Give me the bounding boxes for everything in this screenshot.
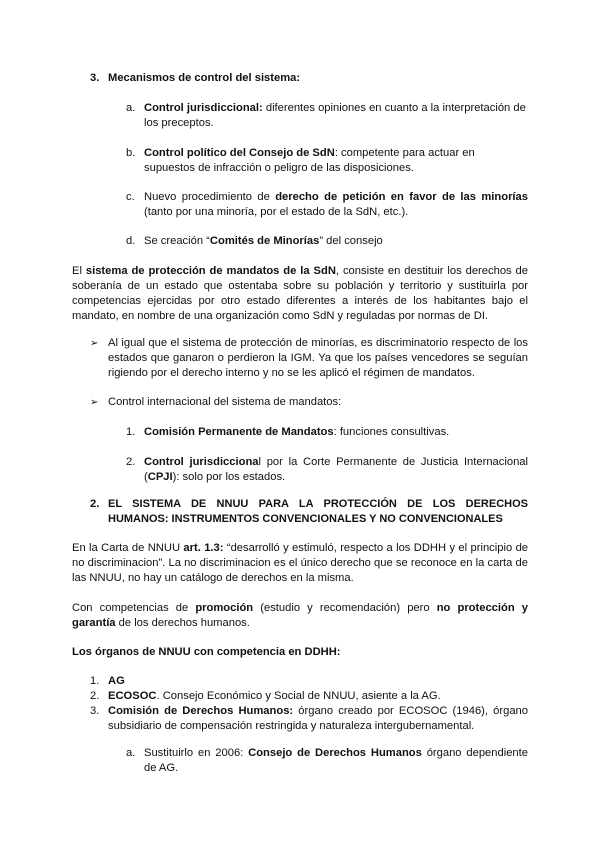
list-item-comision-permanente: Comisión Permanente de Mandatos: funciones consultivas.	[144, 426, 450, 438]
section-2-title-line-1: EL SISTEMA DE NNUU PARA LA PROTECCIÓN DE LOS DERECHOS	[108, 498, 528, 510]
list-marker: 2.	[126, 456, 136, 468]
list-item-ecosoc: ECOSOC. Consejo Económico y Social de NNUU, asiente a la AG.	[108, 690, 441, 702]
section-2-title-line-2: HUMANOS: INSTRUMENTOS CONVENCIONALES Y NO CONVENCIONALES	[108, 513, 503, 525]
list-marker: b.	[126, 147, 136, 159]
arrow-bullet-icon: ➢	[90, 338, 99, 349]
list-marker: c.	[126, 191, 135, 203]
arrow-bullet-icon: ➢	[90, 397, 99, 408]
list-item-control-jurisdiccional-cpji: Control jurisdiccional por la Corte Permanente de Justicia Internacional (CPJI): solo por los estados.	[144, 456, 528, 483]
paragraph-mandatos: El sistema de protección de mandatos de la SdN, consiste en destituir los derechos de soberanía de un estado que ostentaba sobre su población y territorio y sustituirla por competencias ejercidas por otro estado diferentes a interés de los habitantes bajo el mandato, en nombre de una organización como SdN y reguladas por normas de DI.	[72, 265, 529, 322]
list-marker: 2.	[90, 690, 100, 702]
list-item-control-politico: Control político del Consejo de SdN: competente para actuar en supuestos de infracción o peligro de las disposiciones.	[144, 147, 475, 174]
list-marker: a.	[126, 102, 136, 114]
list-marker: 1.	[90, 675, 100, 687]
organos-heading: Los órganos de NNUU con competencia en DDHH:	[72, 646, 341, 658]
list-item-ag: AG	[108, 675, 125, 687]
list-marker: 3.	[90, 705, 100, 717]
list-marker: 1.	[126, 426, 136, 438]
bullet-control-internacional: Control internacional del sistema de mandatos:	[108, 396, 342, 408]
list-marker: d.	[126, 235, 136, 247]
list-item-derecho-peticion: Nuevo procedimiento de derecho de petición en favor de las minorías (tanto por una minoría, por el estado de la SdN, etc.).	[144, 191, 528, 218]
paragraph-carta-nnuu: En la Carta de NNUU art. 1.3: “desarrolló y estimuló, respecto a los DDHH y el principio de no discriminacion”. La no discriminacion es el único derecho que se reconoce en la carta de las NNUU, no hay un catálogo de derechos en la misma.	[72, 542, 529, 584]
list-item-comision-ddhh: Comisión de Derechos Humanos: órgano creado por ECOSOC (1946), órgano subsidiario de compensación restringida y naturaleza intergubernamental.	[108, 705, 528, 732]
list-marker: a.	[126, 747, 136, 759]
list-item-comites-minorias: Se creación “Comités de Minorías” del consejo	[144, 235, 383, 247]
section-3-title: Mecanismos de control del sistema:	[108, 72, 301, 84]
list-item-consejo-ddhh: Sustituirlo en 2006: Consejo de Derechos Humanos órgano dependiente de AG.	[144, 747, 528, 774]
section-3-number: 3.	[90, 72, 100, 84]
list-item-control-jurisdiccional: Control jurisdiccional: diferentes opiniones en cuanto a la interpretación de los preceptos.	[144, 102, 526, 129]
paragraph-competencias: Con competencias de promoción (estudio y recomendación) pero no protección y garantía de los derechos humanos.	[72, 602, 529, 629]
bullet-discriminatorio: Al igual que el sistema de protección de minorías, es discriminatorio respecto de los estados que ganaron o perdieron la IGM. Ya que los países vencedores se seguían rigiendo por el derecho interno y no se les aplicó el régimen de mandatos.	[108, 337, 528, 379]
section-2-number: 2.	[90, 498, 100, 510]
